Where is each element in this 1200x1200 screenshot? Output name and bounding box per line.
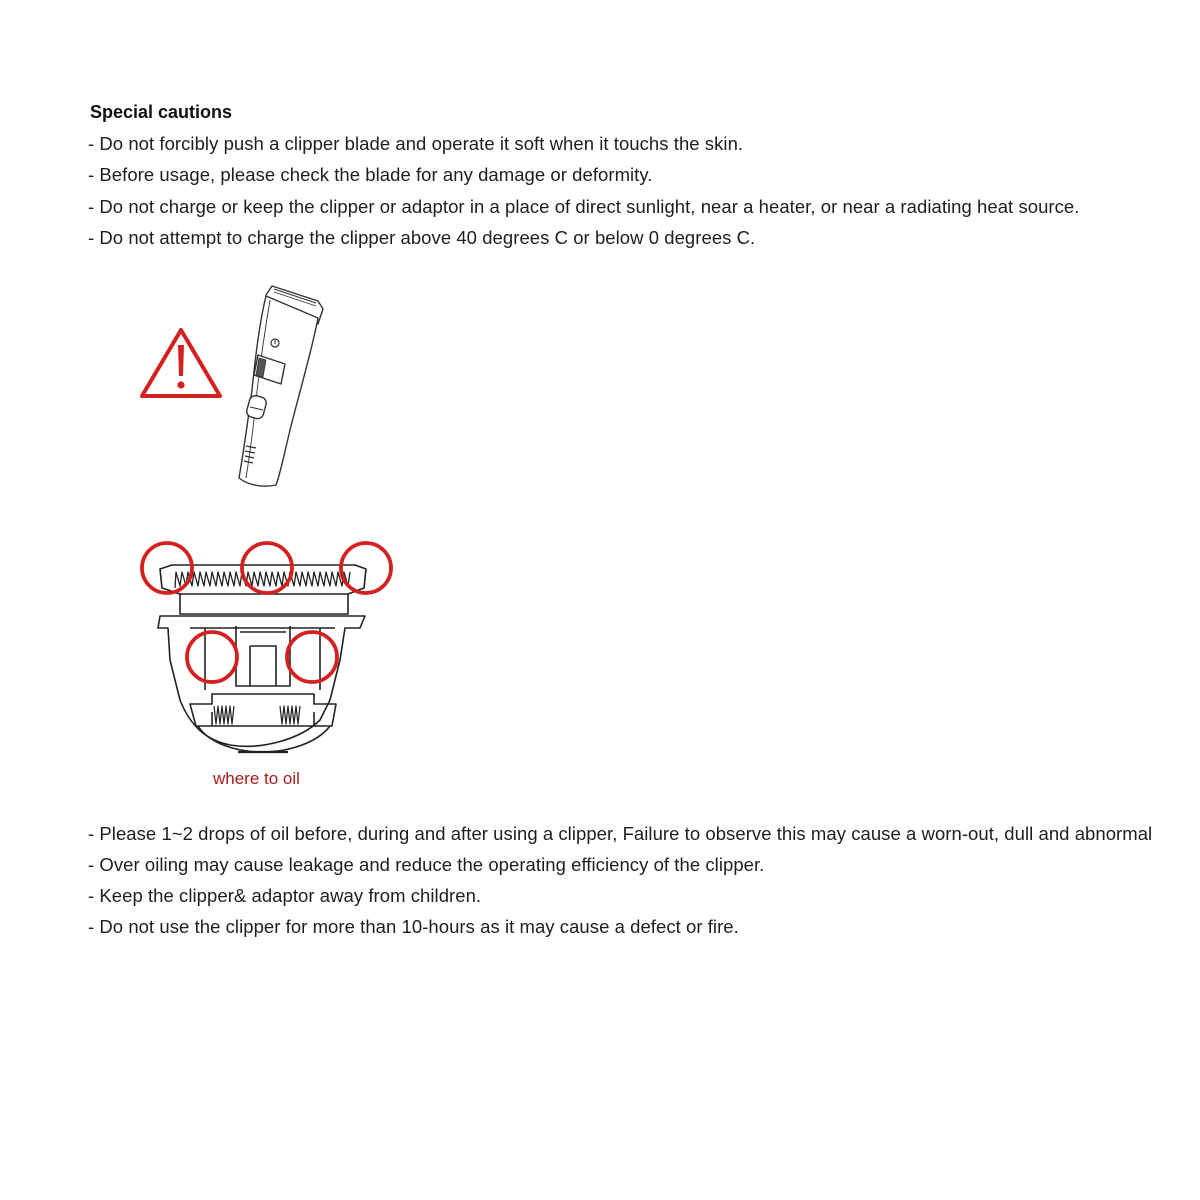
caution-line: - Do not attempt to charge the clipper above 40 degrees C or below 0 degrees C. — [88, 227, 756, 248]
caution-line: - Do not charge or keep the clipper or adaptor in a place of direct sunlight, near a heater, or near a radiating heat source. — [88, 196, 1080, 217]
caution-line: - Before usage, please check the blade for any damage or deformity. — [88, 164, 653, 185]
caution-line: - Over oiling may cause leakage and reduce the operating efficiency of the clipper. — [88, 854, 765, 875]
figure-caption: where to oil — [213, 769, 300, 788]
caution-line: - Please 1~2 drops of oil before, during and after using a clipper, Failure to observe this may cause a worn-out, dull and abnormal — [88, 823, 1153, 844]
section-title: Special cautions — [90, 102, 233, 122]
caution-line: - Keep the clipper& adaptor away from children. — [88, 885, 482, 906]
hair-clipper-icon — [239, 286, 323, 486]
caution-line: - Do not forcibly push a clipper blade and operate it soft when it touchs the skin. — [88, 133, 744, 154]
caution-line: - Do not use the clipper for more than 10-hours as it may cause a defect or fire. — [88, 916, 739, 937]
warning-triangle-icon — [142, 330, 220, 396]
